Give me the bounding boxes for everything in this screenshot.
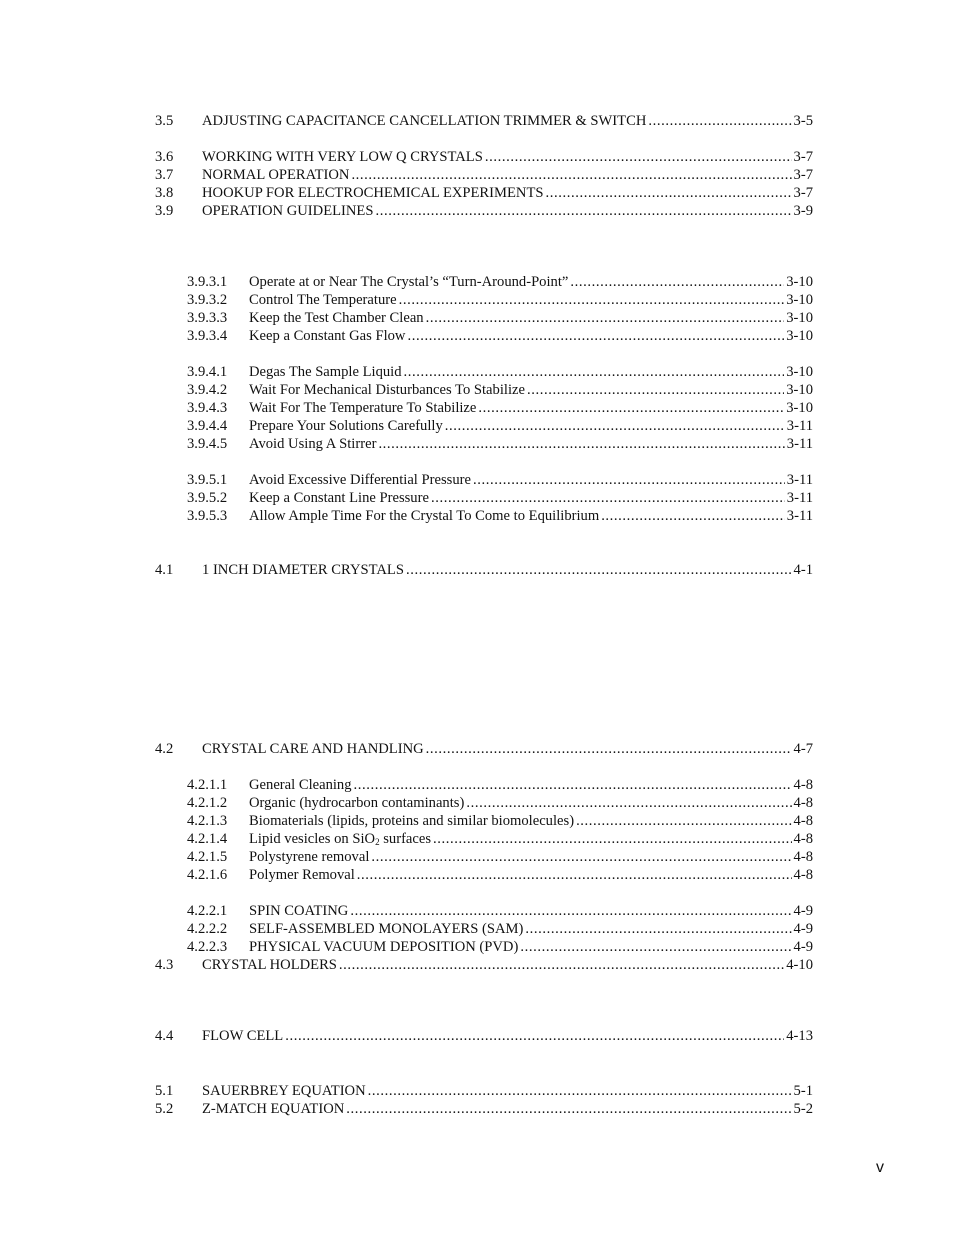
toc-dot-leader <box>601 507 785 525</box>
toc-entry-number: 4.4 <box>155 1028 174 1044</box>
toc-entry-title-text: Avoid Excessive Differential Pressure <box>249 472 471 488</box>
toc-entry[interactable] <box>155 956 813 974</box>
page-number: v <box>876 1159 884 1176</box>
toc-entry-title <box>249 830 431 848</box>
toc-entry-number: 4.2.1.1 <box>187 777 228 793</box>
toc-entry-page: 3-10 <box>786 310 813 326</box>
toc-entry-page: 5-1 <box>793 1083 813 1099</box>
toc-dot-leader <box>339 956 784 974</box>
toc-entry-number: 4.1 <box>155 562 174 578</box>
toc-entry[interactable] <box>187 291 813 309</box>
toc-entry-number: 3.9.3.4 <box>187 328 228 344</box>
toc-entry-page: 3-5 <box>793 113 813 129</box>
toc-entry-title <box>202 740 424 758</box>
toc-entry-number: 4.2.1.6 <box>187 867 228 883</box>
toc-entry-number: 3.9.4.5 <box>187 436 228 452</box>
toc-entry-title-text: PHYSICAL VACUUM DEPOSITION (PVD) <box>249 939 519 955</box>
toc-entry-title <box>249 902 348 920</box>
toc-entry-page: 3-11 <box>786 436 813 452</box>
toc-entry-title-text: Z-MATCH EQUATION <box>202 1101 345 1117</box>
toc-entry-number: 5.1 <box>155 1083 174 1099</box>
toc-entry-number: 3.7 <box>155 167 174 183</box>
toc-entry-page: 4-7 <box>793 741 813 757</box>
toc-entry-number: 4.3 <box>155 957 174 973</box>
toc-entry-title <box>202 184 543 202</box>
toc-entry-page: 3-10 <box>786 328 813 344</box>
toc-entry-number: 5.2 <box>155 1101 174 1117</box>
toc-dot-leader <box>375 202 791 220</box>
toc-entry-title <box>249 273 568 291</box>
toc-entry-title-text: OPERATION GUIDELINES <box>202 203 374 219</box>
toc-entry-number: 3.9.3.2 <box>187 292 228 308</box>
toc-entry[interactable] <box>187 794 813 812</box>
toc-entry-title <box>202 956 337 974</box>
toc-entry-title <box>249 938 518 956</box>
toc-entry-page: 3-11 <box>786 472 813 488</box>
toc-entry-page: 3-10 <box>786 400 813 416</box>
toc-entry-page: 3-11 <box>786 418 813 434</box>
toc-entry-title-suffix: surfaces <box>379 831 432 847</box>
toc-entry-title-subscript: 2 <box>375 837 380 847</box>
toc-entry-number: 3.9 <box>155 203 174 219</box>
toc-entry-title <box>249 327 405 345</box>
toc-entry-page: 4-13 <box>786 1028 813 1044</box>
toc-entry[interactable] <box>187 399 813 417</box>
toc-entry-page: 3-7 <box>793 149 813 165</box>
toc-entry[interactable] <box>187 417 813 435</box>
toc-entry[interactable] <box>187 471 813 489</box>
toc-entry-title-text: Prepare Your Solutions Carefully <box>249 418 443 434</box>
toc-dot-leader <box>485 148 792 166</box>
toc-dot-leader <box>473 471 785 489</box>
toc-dot-leader <box>466 794 791 812</box>
toc-entry-title <box>249 848 369 866</box>
toc-dot-leader <box>346 1100 791 1118</box>
toc-entry-title-text: 1 INCH DIAMETER CRYSTALS <box>202 562 404 578</box>
toc-entry-title <box>202 1100 344 1118</box>
toc-entry-page: 3-7 <box>793 185 813 201</box>
toc-entry-title <box>202 148 483 166</box>
toc-entry-number: 3.9.4.2 <box>187 382 228 398</box>
toc-entry-title <box>249 776 352 794</box>
toc-entry-title <box>202 166 349 184</box>
toc-entry-number: 3.8 <box>155 185 174 201</box>
toc-entry-page: 4-10 <box>786 957 813 973</box>
toc-entry-page: 5-2 <box>793 1101 813 1117</box>
toc-entry-number: 4.2.1.2 <box>187 795 228 811</box>
toc-entry[interactable] <box>187 920 813 938</box>
toc-entry-number: 4.2.1.3 <box>187 813 228 829</box>
toc-entry-title <box>249 920 523 938</box>
toc-entry-number: 3.9.3.1 <box>187 274 228 290</box>
toc-entry-number: 3.9.4.4 <box>187 418 228 434</box>
toc-entry-title <box>249 381 525 399</box>
toc-dot-leader <box>357 866 792 884</box>
toc-entry[interactable] <box>187 435 813 453</box>
toc-entry-title <box>249 866 355 884</box>
toc-dot-leader <box>371 848 791 866</box>
toc-dot-leader <box>525 920 791 938</box>
toc-entry[interactable] <box>155 740 813 758</box>
toc-entry[interactable] <box>155 1100 813 1118</box>
toc-entry-title <box>202 561 404 579</box>
toc-entry-number: 3.9.4.1 <box>187 364 228 380</box>
toc-entry-page: 3-11 <box>786 490 813 506</box>
toc-dot-leader <box>285 1027 784 1045</box>
toc-entry-title-text: SELF-ASSEMBLED MONOLAYERS (SAM) <box>249 921 524 937</box>
toc-entry-title-text: SPIN COATING <box>249 903 349 919</box>
toc-entry-page: 4-9 <box>793 921 813 937</box>
toc-entry-title <box>202 202 373 220</box>
toc-entry-title-text: Polystyrene removal <box>249 849 370 865</box>
toc-entry-title-text: Lipid vesicles on SiO <box>249 831 376 847</box>
toc-entry[interactable] <box>187 273 813 291</box>
toc-entry-number: 3.9.3.3 <box>187 310 228 326</box>
toc-entry-page: 3-10 <box>786 364 813 380</box>
toc-entry-number: 4.2.2.2 <box>187 921 228 937</box>
toc-entry-title <box>202 112 646 130</box>
toc-entry[interactable] <box>155 112 813 130</box>
toc-entry-title-text: ADJUSTING CAPACITANCE CANCELLATION TRIMMER & SWITCH <box>202 113 647 129</box>
toc-entry[interactable] <box>187 363 813 381</box>
toc-entry-page: 3-10 <box>786 292 813 308</box>
toc-dot-leader <box>399 291 785 309</box>
toc-dot-leader <box>527 381 784 399</box>
toc-entry[interactable] <box>187 848 813 866</box>
toc-dot-leader <box>350 902 791 920</box>
toc-entry[interactable] <box>187 812 813 830</box>
toc-entry-title-text: Keep a Constant Line Pressure <box>249 490 429 506</box>
toc-entry-page: 4-8 <box>793 831 813 847</box>
toc-entry-title <box>249 435 376 453</box>
toc-entry-title <box>202 1082 366 1100</box>
toc-entry[interactable] <box>187 381 813 399</box>
toc-entry-page: 4-9 <box>793 939 813 955</box>
toc-entry-number: 4.2.2.3 <box>187 939 228 955</box>
toc-entry-page: 4-1 <box>793 562 813 578</box>
toc-entry[interactable] <box>187 776 813 794</box>
toc-entry-number: 3.5 <box>155 113 174 129</box>
toc-entry[interactable] <box>155 166 813 184</box>
toc-entry-title-text: Degas The Sample Liquid <box>249 364 402 380</box>
toc-entry-page: 4-9 <box>793 903 813 919</box>
toc-dot-leader <box>407 327 784 345</box>
toc-dot-leader <box>354 776 792 794</box>
toc-entry-title-text: Wait For Mechanical Disturbances To Stabilize <box>249 382 525 398</box>
toc-entry-title-text: Allow Ample Time For the Crystal To Come to Equilibrium <box>249 508 600 524</box>
toc-entry-number: 3.9.5.3 <box>187 508 228 524</box>
toc-entry-number: 3.9.5.1 <box>187 472 228 488</box>
toc-entry[interactable] <box>187 309 813 327</box>
toc-entry-title <box>249 399 476 417</box>
toc-dot-leader <box>378 435 784 453</box>
toc-entry[interactable] <box>187 507 813 525</box>
toc-entry[interactable] <box>155 148 813 166</box>
toc-entry-title-text: Biomaterials (lipids, proteins and similar biomolecules) <box>249 813 575 829</box>
toc-entry-title <box>249 291 397 309</box>
toc-entry[interactable] <box>187 830 813 848</box>
toc-entry[interactable] <box>187 489 813 507</box>
toc-entry-title <box>249 812 574 830</box>
toc-entry[interactable] <box>155 1027 813 1045</box>
toc-dot-leader <box>433 830 791 848</box>
toc-dot-leader <box>545 184 791 202</box>
toc-entry-title-text: Wait For The Temperature To Stabilize <box>249 400 477 416</box>
toc-entry[interactable] <box>155 184 813 202</box>
toc-dot-leader <box>431 489 785 507</box>
toc-entry-number: 4.2.1.5 <box>187 849 228 865</box>
toc-entry[interactable] <box>187 902 813 920</box>
toc-dot-leader <box>404 363 785 381</box>
toc-entry-page: 3-11 <box>786 508 813 524</box>
toc-entry-page: 3-7 <box>793 167 813 183</box>
toc-entry[interactable] <box>187 938 813 956</box>
toc-entry-title-text: FLOW CELL <box>202 1028 284 1044</box>
toc-entry-title-text: Avoid Using A Stirrer <box>249 436 377 452</box>
toc-entry-title <box>249 417 443 435</box>
toc-entry[interactable] <box>187 327 813 345</box>
toc-dot-leader <box>576 812 791 830</box>
toc-entry-number: 4.2.1.4 <box>187 831 228 847</box>
toc-entry-title-text: Control The Temperature <box>249 292 397 308</box>
toc-entry-title <box>202 1027 283 1045</box>
toc-dot-leader <box>426 740 792 758</box>
toc-dot-leader <box>368 1082 792 1100</box>
toc-entry-title <box>249 471 471 489</box>
toc-entry-number: 4.2 <box>155 741 174 757</box>
toc-entry-number: 3.9.5.2 <box>187 490 228 506</box>
toc-entry-number: 3.6 <box>155 149 174 165</box>
toc-dot-leader <box>445 417 785 435</box>
toc-entry-number: 4.2.2.1 <box>187 903 228 919</box>
toc-entry-title-text: Keep the Test Chamber Clean <box>249 310 424 326</box>
toc-entry-title-text: NORMAL OPERATION <box>202 167 350 183</box>
toc-entry-title-text: CRYSTAL HOLDERS <box>202 957 337 973</box>
toc-entry[interactable] <box>155 202 813 220</box>
toc-entry-page: 4-8 <box>793 813 813 829</box>
toc-entry-title-text: Keep a Constant Gas Flow <box>249 328 406 344</box>
toc-dot-leader <box>351 166 791 184</box>
toc-entry-page: 4-8 <box>793 795 813 811</box>
toc-entry-title-text: General Cleaning <box>249 777 352 793</box>
toc-entry-page: 3-9 <box>793 203 813 219</box>
toc-entry-page: 3-10 <box>786 382 813 398</box>
toc-entry-title <box>249 794 464 812</box>
toc-entry-title-text: WORKING WITH VERY LOW Q CRYSTALS <box>202 149 483 165</box>
toc-entry[interactable] <box>155 1082 813 1100</box>
toc-entry-title-text: Polymer Removal <box>249 867 355 883</box>
toc-entry-title <box>249 309 424 327</box>
toc-entry-number: 3.9.4.3 <box>187 400 228 416</box>
toc-entry-title-text: Organic (hydrocarbon contaminants) <box>249 795 465 811</box>
toc-entry-title-text: Operate at or Near The Crystal’s “Turn-Around-Point” <box>249 274 569 290</box>
toc-entry-title <box>249 507 599 525</box>
toc-entry-page: 3-10 <box>786 274 813 290</box>
toc-entry-page: 4-8 <box>793 777 813 793</box>
toc-dot-leader <box>426 309 785 327</box>
toc-dot-leader <box>648 112 791 130</box>
toc-entry-title <box>249 489 429 507</box>
toc-entry-title-text: SAUERBREY EQUATION <box>202 1083 366 1099</box>
toc-dot-leader <box>406 561 792 579</box>
toc-entry-title-text: CRYSTAL CARE AND HANDLING <box>202 741 424 757</box>
toc-dot-leader <box>520 938 791 956</box>
toc-entry-page: 4-8 <box>793 867 813 883</box>
toc-entry[interactable] <box>187 866 813 884</box>
toc-entry-page: 4-8 <box>793 849 813 865</box>
toc-entry[interactable] <box>155 561 813 579</box>
toc-entry-title <box>249 363 402 381</box>
toc-entry-title-text: HOOKUP FOR ELECTROCHEMICAL EXPERIMENTS <box>202 185 544 201</box>
toc-dot-leader <box>570 273 784 291</box>
toc-dot-leader <box>478 399 784 417</box>
